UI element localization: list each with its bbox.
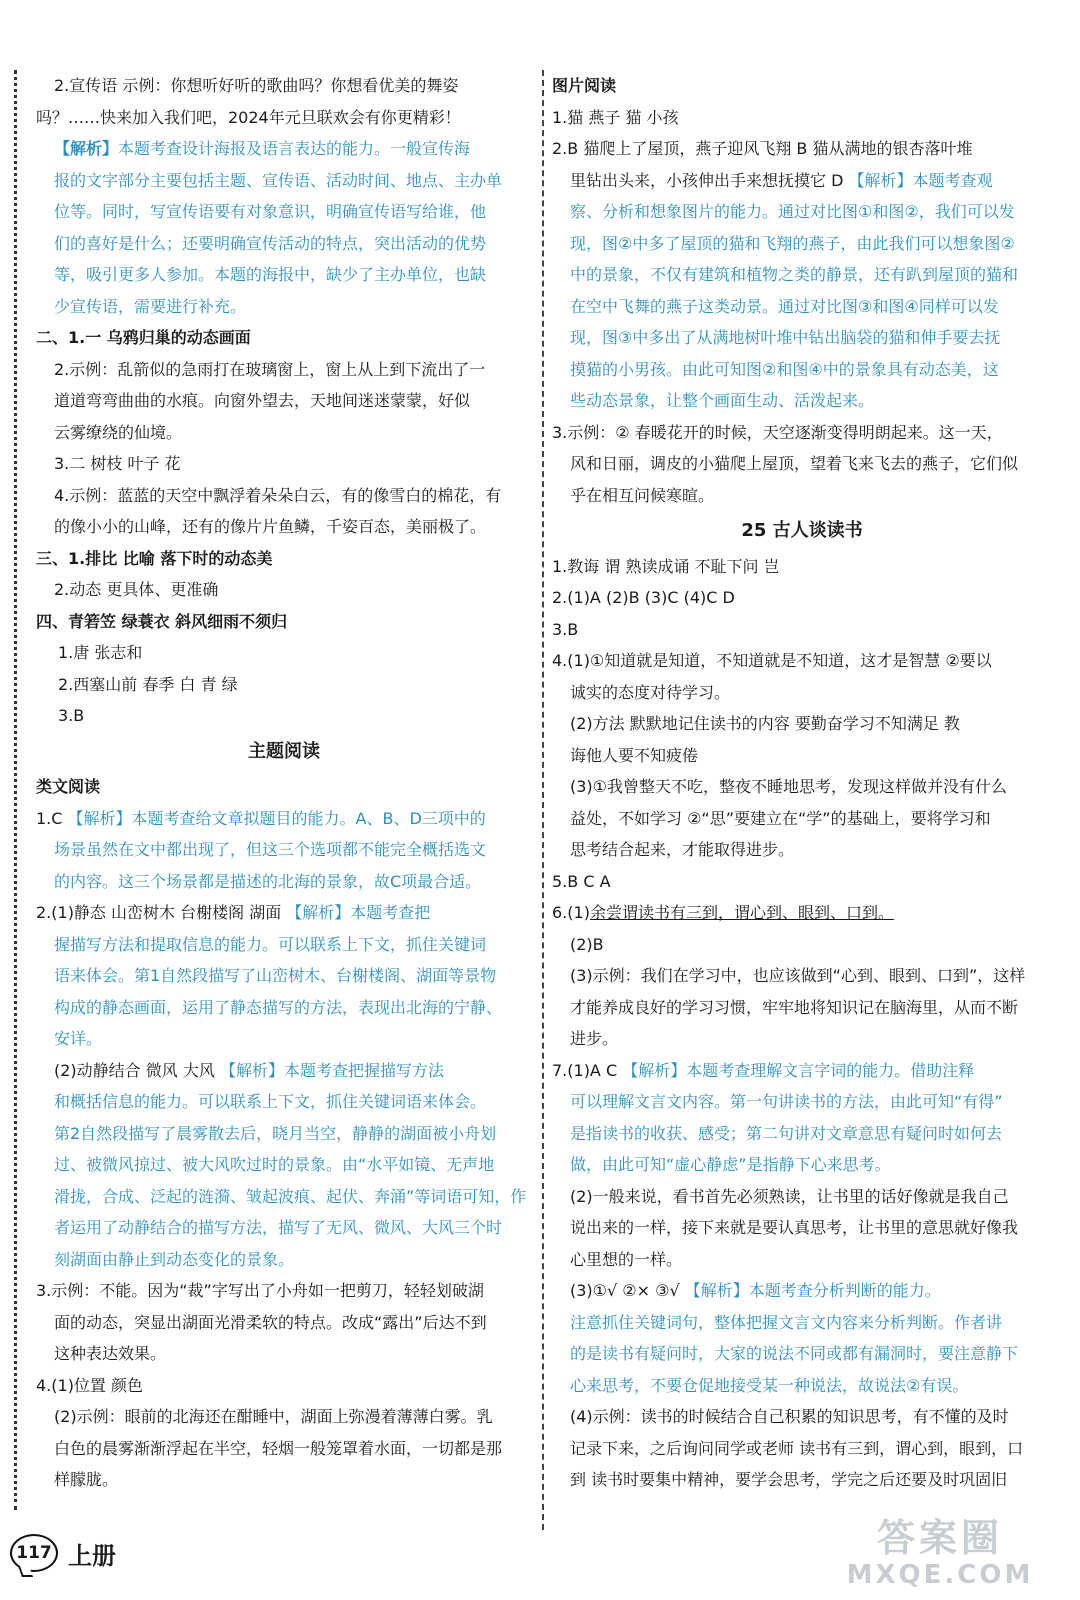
section-three: 三、1.排比 比喻 落下时的动态美 xyxy=(36,548,273,568)
text-line: 4.示例：蓝蓝的天空中飘浮着朵朵白云，有的像雪白的棉花，有 xyxy=(54,485,502,505)
text-line: (2)方法 默默地记住读书的内容 要勤奋学习不知满足 教 xyxy=(570,714,960,733)
analysis-text: 过、被微风掠过、被大风吹过时的景象。由“水平如镜、无声地 xyxy=(54,1155,495,1174)
text-line: 4.(1)①知道就是知道，不知道就是不知道，这才是智慧 ②要以 xyxy=(552,651,992,670)
text-line: 道道弯弯曲曲的水痕。向窗外望去，天地间迷迷蒙蒙，好似 xyxy=(54,391,471,410)
text-line: 诚实的态度对待学习。 xyxy=(570,682,731,702)
text-line: 这种表达效果。 xyxy=(54,1344,167,1363)
analysis-text: 们的喜好是什么；还要明确宣传活动的特点，突出活动的优势 xyxy=(54,233,487,253)
answer-text: 6.(1) xyxy=(552,903,590,922)
analysis-text: 滑拢，合成、泛起的涟漪、皱起波痕、起伏、奔涌”等词语可知，作 xyxy=(54,1186,527,1206)
analysis-text: 是指读书的收获、感受；第二句讲对文章意思有疑问时如何去 xyxy=(570,1123,1003,1143)
volume-label: 上册 xyxy=(68,1541,116,1570)
analysis-text: 场景虽然在文中都出现了，但这三个选项都不能完全概括选文 xyxy=(54,840,487,859)
text-line: 心里想的一样。 xyxy=(570,1249,683,1269)
text-line: 5.B C A xyxy=(552,871,611,891)
text-line: 面的动态，突显出湖面光滑柔软的特点。改成“露出”后达不到 xyxy=(54,1312,487,1332)
section-two: 二、1.一 乌鸦归巢的动态画面 xyxy=(36,328,251,347)
text-line: 3.B xyxy=(58,706,85,725)
text-line: 3.二 树枝 叶子 花 xyxy=(54,454,181,473)
analysis-text: 【解析】本题考查把 xyxy=(286,903,431,922)
analysis-text: 者运用了动静结合的描写方法，描写了无风、微风、大风三个时 xyxy=(54,1218,503,1237)
text-line: 2.B 猫爬上了屋顶，燕子迎风飞翔 B 猫从满地的银杏落叶堆 xyxy=(552,139,973,158)
text-line: 2.示例：乱箭似的急雨打在玻璃窗上，窗上从上到下流出了一 xyxy=(54,359,486,379)
text-line: (2)B xyxy=(570,934,604,954)
text-line: 3.B xyxy=(552,619,579,639)
analysis-tag: 【解析】 xyxy=(54,139,119,158)
analysis-text: 位等。同时，写宣传语要有对象意识，明确宣传语写给谁，他 xyxy=(54,202,487,221)
text-line: 思考结合起来，才能取得进步。 xyxy=(570,840,795,859)
analysis-text: 安详。 xyxy=(54,1029,103,1048)
analysis-text: 些动态景象，让整个画面生动、活泼起来。 xyxy=(570,391,875,410)
text-line: (4)示例：读书的时候结合自己积累的知识思考，有不懂的及时 xyxy=(570,1407,1009,1426)
text-line: 才能养成良好的学习习惯，牢牢地将知识记在脑海里，从而不断 xyxy=(570,997,1019,1017)
text-line: 2.宣传语 示例：你想听好听的歌曲吗？你想看优美的舞姿 xyxy=(54,76,459,95)
analysis-text: 注意抓住关键词句，整体把握文言文内容来分析判断。作者讲 xyxy=(570,1312,1003,1332)
analysis-text: 刻湖面由静止到动态变化的景象。 xyxy=(54,1249,295,1269)
analysis-text: 在空中飞舞的燕子这类动景。通过对比图③和图④同样可以发 xyxy=(570,296,999,316)
text-line: 白色的晨雾渐渐浮起在半空，轻烟一般笼罩着水面，一切都是那 xyxy=(54,1438,503,1458)
analysis-text: 和概括信息的能力。可以联系上下文，抓住关键词语来体会。 xyxy=(54,1092,487,1111)
text-line: 风和日丽，调皮的小猫爬上屋顶，望着飞来飞去的燕子，它们似 xyxy=(570,454,1019,473)
analysis-text: 中的景象，不仅有建筑和植物之类的静景，还有趴到屋顶的猫和 xyxy=(570,265,1019,284)
text-line: (3)示例：我们在学习中，也应该做到“心到、眼到、口到”，这样 xyxy=(570,966,1026,985)
text-line: 云雾缭绕的仙境。 xyxy=(54,422,183,442)
answer-text: (3)①√ ②× ③√ xyxy=(570,1281,685,1300)
text-line: 1.唐 张志和 xyxy=(58,643,143,662)
analysis-text: 【解析】本题考查观 xyxy=(848,170,993,190)
text-line: 2.西塞山前 春季 白 青 绿 xyxy=(58,674,238,694)
left-column xyxy=(36,70,532,1496)
analysis-text: 等，吸引更多人参加。本题的海报中，缺少了主办单位，也缺 xyxy=(54,265,487,284)
analysis-text: 第2自然段描写了晨雾散去后，晓月当空，静静的湖面被小舟划 xyxy=(54,1123,497,1143)
page-footer xyxy=(10,1530,116,1576)
section-four: 四、青箬笠 绿蓑衣 斜风细雨不须归 xyxy=(36,611,288,631)
analysis-text: 可以理解文言文内容。第一句讲读书的方法，由此可知“有得” xyxy=(570,1092,1003,1111)
text-line: 记录下来，之后询问同学或老师 读书有三到，谓心到，眼到，口 xyxy=(570,1438,1024,1458)
section-heading: 主题阅读 xyxy=(248,740,320,762)
text-line: 1.教诲 谓 熟读成诵 不耻下问 岂 xyxy=(552,556,780,576)
analysis-text: 【解析】本题考查把握描写方法 xyxy=(219,1060,444,1080)
analysis-text: 【解析】本题考查分析判断的能力。 xyxy=(684,1281,941,1300)
text-line: 3.示例：不能。因为“裁”字写出了小舟如一把剪刀，轻轻划破湖 xyxy=(36,1281,484,1300)
analysis-text: 【解析】本题考查理解文言字词的能力。借助注释 xyxy=(622,1060,975,1080)
lesson-heading: 25 古人谈读书 xyxy=(741,520,863,541)
analysis-text: 摸猫的小男孩。由此可知图②和图④中的景象具有动态美，这 xyxy=(570,359,999,379)
subsection-label: 类文阅读 xyxy=(36,777,101,796)
analysis-text: 报的文字部分主要包括主题、宣传语、活动时间、地点、主办单 xyxy=(54,170,503,190)
right-column xyxy=(552,70,1052,1496)
answer-text: 里钻出头来，小孩伸出手来想抚摸它 D xyxy=(570,170,849,190)
answer-text: 2.(1)静态 山峦树木 台榭楼阁 湖面 xyxy=(36,903,287,922)
text-line: 样朦胧。 xyxy=(54,1470,119,1489)
subsection-label: 图片阅读 xyxy=(552,76,617,95)
analysis-text: 握描写方法和提取信息的能力。可以联系上下文，抓住关键词 xyxy=(54,934,487,954)
text-line: 1.猫 燕子 猫 小孩 xyxy=(552,107,679,127)
underlined-answer: 余尝谓读书有三到，谓心到、眼到、口到。 xyxy=(589,903,894,922)
text-line: (2)一般来说，看书首先必须熟读，让书里的话好像就是我自己 xyxy=(570,1186,1009,1206)
text-line: 吗？……快来加入我们吧，2024年元旦联欢会有你更精彩！ xyxy=(36,107,461,127)
watermark-top: 答案圈 xyxy=(876,1516,1003,1560)
analysis-text: 察、分析和想象图片的能力。通过对比图①和图②，我们可以发 xyxy=(570,202,1015,221)
analysis-text: 语来体会。第1自然段描写了山峦树木、台榭楼阁、湖面等景物 xyxy=(54,966,497,985)
watermark-logo xyxy=(820,1516,1060,1592)
analysis-text: 本题考查设计海报及语言表达的能力。一般宣传海 xyxy=(118,139,471,158)
analysis-text: 【解析】本题考查给文章拟题目的能力。A、B、D三项中的 xyxy=(67,808,486,828)
analysis-text: 的内容。这三个场景都是描述的北海的景象，故C项最合适。 xyxy=(54,871,482,891)
answer-text: (2)动静结合 微风 大风 xyxy=(54,1060,220,1080)
text-line: 乎在相互问候寒暄。 xyxy=(570,485,715,505)
text-line: 2.动态 更具体、更准确 xyxy=(54,580,219,599)
analysis-text: 构成的静态画面，运用了静态描写的方法，表现出北海的宁静、 xyxy=(54,997,503,1017)
text-line: 的像小小的山峰，还有的像片片鱼鳞，千姿百态，美丽极了。 xyxy=(54,517,487,536)
analysis-text: 现，图③中多出了从满地树叶堆中钻出脑袋的猫和伸手要去抚 xyxy=(570,328,1001,347)
analysis-text: 的是读书有疑问时，大家的说法不同或都有漏洞时，要注意静下 xyxy=(570,1344,1019,1363)
analysis-text: 少宣传语，需要进行补充。 xyxy=(54,296,247,316)
watermark-bottom: MXQE.COM xyxy=(846,1560,1034,1590)
text-line: 到 读书时要集中精神，要学会思考，学完之后还要及时巩固旧 xyxy=(570,1470,1008,1489)
text-line: (2)示例：眼前的北海还在酣睡中，湖面上弥漫着薄薄白雾。乳 xyxy=(54,1407,493,1426)
answer-text: 1.C xyxy=(36,808,68,828)
column-divider xyxy=(542,70,544,1530)
text-line: 进步。 xyxy=(570,1029,619,1048)
page-number: 117 xyxy=(10,1534,58,1572)
text-line: 3.示例：② 春暖花开的时候，天空逐渐变得明朗起来。这一天， xyxy=(552,422,1003,442)
analysis-text: 现，图②中多了屋顶的猫和飞翔的燕子，由此我们可以想象图② xyxy=(570,233,1015,253)
text-line: 益处，不如学习 ②“思”要建立在“学”的基础上，要将学习和 xyxy=(570,808,991,828)
text-line: (3)①我曾整天不吃，整夜不睡地思考，发现这样做并没有什么 xyxy=(570,777,1008,796)
text-line: 说出来的一样，接下来就是要认真思考，让书里的意思就好像我 xyxy=(570,1218,1019,1237)
analysis-text: 心来思考，不要仓促地接受某一种说法，故说法②有误。 xyxy=(570,1375,969,1395)
answer-text: 7.(1)A C xyxy=(552,1060,623,1080)
text-line: 4.(1)位置 颜色 xyxy=(36,1375,144,1395)
text-line: 2.(1)A (2)B (3)C (4)C D xyxy=(552,588,735,607)
binding-margin xyxy=(14,70,17,1510)
text-line: 诲他人要不知疲倦 xyxy=(570,745,699,765)
analysis-text: 做，由此可知“虚心静虑”是指静下心来思考。 xyxy=(570,1155,891,1174)
